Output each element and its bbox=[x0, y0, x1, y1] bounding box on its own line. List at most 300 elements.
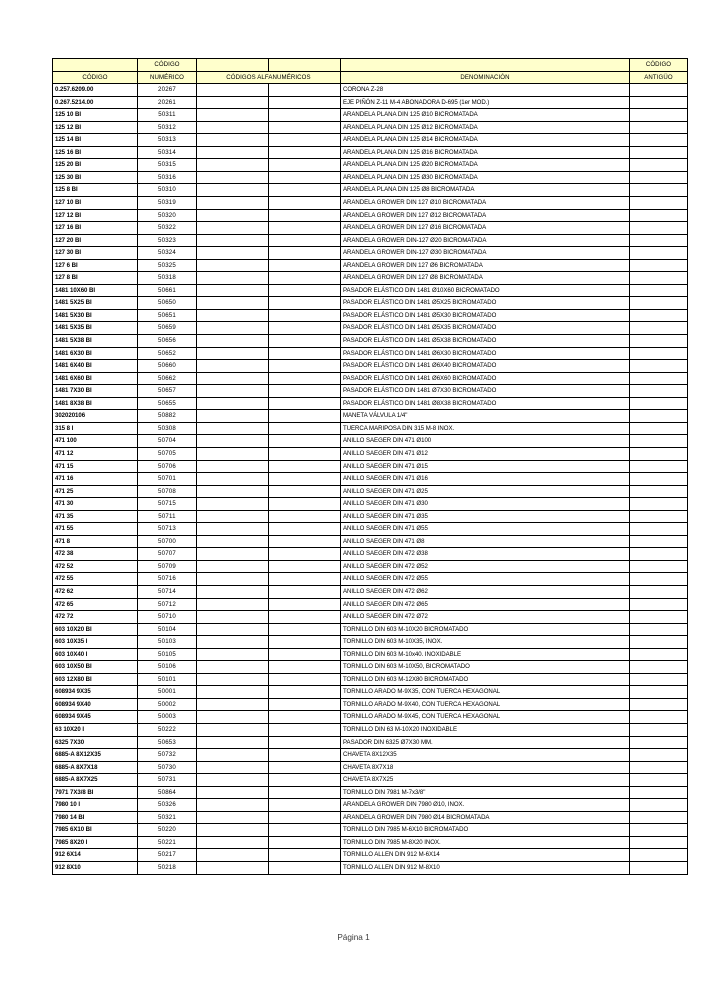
cell-codigo[interactable]: 471 12 bbox=[53, 447, 138, 460]
cell-denominacion[interactable]: TORNILLO ARADO M-9X35, CON TUERCA HEXAGONAL bbox=[341, 686, 630, 699]
cell-codigo-antiguo[interactable] bbox=[630, 749, 688, 762]
cell-alfanumerico-2[interactable] bbox=[269, 611, 341, 624]
cell-alfanumerico-2[interactable] bbox=[269, 636, 341, 649]
cell-denominacion[interactable]: ANILLO SAEGER DIN 471 Ø16 bbox=[341, 473, 630, 486]
cell-denominacion[interactable]: ARANDELA PLANA DIN 125 Ø30 BICROMATADA bbox=[341, 171, 630, 184]
cell-alfanumerico-2[interactable] bbox=[269, 347, 341, 360]
table-row[interactable] bbox=[53, 272, 688, 285]
cell-codigo-numerico[interactable]: 50655 bbox=[138, 397, 197, 410]
cell-alfanumerico-1[interactable] bbox=[197, 159, 269, 172]
cell-alfanumerico-1[interactable] bbox=[197, 598, 269, 611]
cell-codigo-antiguo[interactable] bbox=[630, 347, 688, 360]
cell-alfanumerico-1[interactable] bbox=[197, 611, 269, 624]
cell-codigo[interactable]: 608934 9X45 bbox=[53, 711, 138, 724]
cell-denominacion[interactable]: TORNILLO ALLEN DIN 912 M-8X10 bbox=[341, 862, 630, 875]
cell-codigo-numerico[interactable]: 50221 bbox=[138, 836, 197, 849]
cell-codigo-antiguo[interactable] bbox=[630, 259, 688, 272]
cell-codigo[interactable]: 7985 8X20 I bbox=[53, 836, 138, 849]
cell-alfanumerico-2[interactable] bbox=[269, 171, 341, 184]
cell-codigo[interactable]: 63 10X20 I bbox=[53, 723, 138, 736]
cell-codigo-antiguo[interactable] bbox=[630, 360, 688, 373]
cell-denominacion[interactable]: ARANDELA GROWER DIN 7980 Ø14 BICROMATADA bbox=[341, 811, 630, 824]
cell-alfanumerico-2[interactable] bbox=[269, 146, 341, 159]
cell-alfanumerico-2[interactable] bbox=[269, 272, 341, 285]
cell-codigo-numerico[interactable]: 50732 bbox=[138, 749, 197, 762]
cell-codigo-antiguo[interactable] bbox=[630, 460, 688, 473]
cell-codigo-antiguo[interactable] bbox=[630, 84, 688, 97]
table-row[interactable] bbox=[53, 686, 688, 699]
table-row[interactable] bbox=[53, 774, 688, 787]
cell-codigo[interactable]: 608934 9X35 bbox=[53, 686, 138, 699]
cell-codigo[interactable]: 603 10X40 I bbox=[53, 648, 138, 661]
cell-codigo-numerico[interactable]: 50730 bbox=[138, 761, 197, 774]
cell-codigo[interactable]: 7985 6X10 BI bbox=[53, 824, 138, 837]
cell-denominacion[interactable]: ARANDELA PLANA DIN 125 Ø14 BICROMATADA bbox=[341, 134, 630, 147]
cell-codigo-antiguo[interactable] bbox=[630, 811, 688, 824]
cell-alfanumerico-2[interactable] bbox=[269, 209, 341, 222]
cell-alfanumerico-1[interactable] bbox=[197, 234, 269, 247]
cell-alfanumerico-1[interactable] bbox=[197, 498, 269, 511]
cell-alfanumerico-1[interactable] bbox=[197, 723, 269, 736]
cell-alfanumerico-2[interactable] bbox=[269, 560, 341, 573]
cell-codigo-antiguo[interactable] bbox=[630, 824, 688, 837]
cell-alfanumerico-1[interactable] bbox=[197, 473, 269, 486]
table-row[interactable] bbox=[53, 209, 688, 222]
cell-codigo[interactable]: 0.257.6209.00 bbox=[53, 84, 138, 97]
cell-denominacion[interactable]: ARANDELA GROWER DIN 127 Ø12 BICROMATADA bbox=[341, 209, 630, 222]
cell-alfanumerico-2[interactable] bbox=[269, 824, 341, 837]
cell-alfanumerico-2[interactable] bbox=[269, 811, 341, 824]
cell-alfanumerico-2[interactable] bbox=[269, 159, 341, 172]
cell-codigo[interactable]: 7980 14 BI bbox=[53, 811, 138, 824]
cell-codigo[interactable]: 603 10X20 BI bbox=[53, 623, 138, 636]
cell-codigo[interactable]: 603 12X80 BI bbox=[53, 673, 138, 686]
cell-alfanumerico-1[interactable] bbox=[197, 96, 269, 109]
cell-codigo-numerico[interactable]: 50716 bbox=[138, 573, 197, 586]
cell-alfanumerico-2[interactable] bbox=[269, 573, 341, 586]
cell-denominacion[interactable]: ARANDELA PLANA DIN 125 Ø20 BICROMATADA bbox=[341, 159, 630, 172]
cell-alfanumerico-2[interactable] bbox=[269, 309, 341, 322]
cell-denominacion[interactable]: ANILLO SAEGER DIN 471 Ø12 bbox=[341, 447, 630, 460]
cell-alfanumerico-1[interactable] bbox=[197, 247, 269, 260]
cell-codigo[interactable]: 125 30 BI bbox=[53, 171, 138, 184]
cell-denominacion[interactable]: ANILLO SAEGER DIN 471 Ø100 bbox=[341, 435, 630, 448]
cell-codigo-antiguo[interactable] bbox=[630, 698, 688, 711]
cell-alfanumerico-2[interactable] bbox=[269, 297, 341, 310]
cell-alfanumerico-2[interactable] bbox=[269, 698, 341, 711]
table-row[interactable] bbox=[53, 849, 688, 862]
cell-alfanumerico-1[interactable] bbox=[197, 535, 269, 548]
cell-codigo-numerico[interactable]: 50318 bbox=[138, 272, 197, 285]
cell-codigo-numerico[interactable]: 50001 bbox=[138, 686, 197, 699]
cell-denominacion[interactable]: ARANDELA GROWER DIN 127 Ø16 BICROMATADA bbox=[341, 222, 630, 235]
cell-codigo-antiguo[interactable] bbox=[630, 523, 688, 536]
cell-alfanumerico-1[interactable] bbox=[197, 824, 269, 837]
cell-codigo-antiguo[interactable] bbox=[630, 397, 688, 410]
cell-codigo-antiguo[interactable] bbox=[630, 510, 688, 523]
cell-codigo-antiguo[interactable] bbox=[630, 134, 688, 147]
cell-alfanumerico-2[interactable] bbox=[269, 498, 341, 511]
cell-codigo-antiguo[interactable] bbox=[630, 585, 688, 598]
cell-codigo-numerico[interactable]: 20261 bbox=[138, 96, 197, 109]
cell-codigo-numerico[interactable]: 50323 bbox=[138, 234, 197, 247]
cell-codigo[interactable]: 471 25 bbox=[53, 485, 138, 498]
cell-alfanumerico-1[interactable] bbox=[197, 335, 269, 348]
cell-denominacion[interactable]: PASADOR ELÁSTICO DIN 1481 Ø6X40 BICROMATADO bbox=[341, 360, 630, 373]
cell-codigo-antiguo[interactable] bbox=[630, 648, 688, 661]
cell-alfanumerico-1[interactable] bbox=[197, 322, 269, 335]
table-row[interactable] bbox=[53, 598, 688, 611]
table-row[interactable] bbox=[53, 636, 688, 649]
cell-codigo-numerico[interactable]: 50003 bbox=[138, 711, 197, 724]
cell-alfanumerico-2[interactable] bbox=[269, 284, 341, 297]
cell-alfanumerico-1[interactable] bbox=[197, 548, 269, 561]
cell-codigo-numerico[interactable]: 50661 bbox=[138, 284, 197, 297]
table-row[interactable] bbox=[53, 498, 688, 511]
cell-denominacion[interactable]: TORNILLO ALLEN DIN 912 M-6X14 bbox=[341, 849, 630, 862]
cell-alfanumerico-2[interactable] bbox=[269, 548, 341, 561]
cell-codigo-antiguo[interactable] bbox=[630, 573, 688, 586]
cell-denominacion[interactable]: PASADOR ELÁSTICO DIN 1481 Ø5X35 BICROMATADO bbox=[341, 322, 630, 335]
cell-denominacion[interactable]: CHAVETA 8X12X35 bbox=[341, 749, 630, 762]
cell-denominacion[interactable]: ANILLO SAEGER DIN 471 Ø55 bbox=[341, 523, 630, 536]
cell-codigo-antiguo[interactable] bbox=[630, 849, 688, 862]
cell-codigo[interactable]: 608934 9X40 bbox=[53, 698, 138, 711]
cell-alfanumerico-1[interactable] bbox=[197, 197, 269, 210]
cell-alfanumerico-1[interactable] bbox=[197, 146, 269, 159]
cell-codigo[interactable]: 1481 5X30 BI bbox=[53, 309, 138, 322]
cell-alfanumerico-1[interactable] bbox=[197, 410, 269, 423]
cell-alfanumerico-1[interactable] bbox=[197, 523, 269, 536]
cell-codigo[interactable]: 1481 5X38 BI bbox=[53, 335, 138, 348]
cell-codigo-numerico[interactable]: 50652 bbox=[138, 347, 197, 360]
cell-denominacion[interactable]: ARANDELA PLANA DIN 125 Ø16 BICROMATADA bbox=[341, 146, 630, 159]
cell-denominacion[interactable]: PASADOR ELÁSTICO DIN 1481 Ø8X38 BICROMATADO bbox=[341, 397, 630, 410]
table-row[interactable] bbox=[53, 623, 688, 636]
cell-denominacion[interactable]: ARANDELA GROWER DIN 127 Ø6 BICROMATADA bbox=[341, 259, 630, 272]
cell-alfanumerico-2[interactable] bbox=[269, 460, 341, 473]
cell-alfanumerico-2[interactable] bbox=[269, 259, 341, 272]
cell-codigo-numerico[interactable]: 50708 bbox=[138, 485, 197, 498]
cell-codigo[interactable]: 125 12 BI bbox=[53, 121, 138, 134]
cell-codigo[interactable]: 603 10X50 BI bbox=[53, 661, 138, 674]
cell-codigo-numerico[interactable]: 50705 bbox=[138, 447, 197, 460]
cell-codigo[interactable]: 1481 6X30 BI bbox=[53, 347, 138, 360]
cell-alfanumerico-2[interactable] bbox=[269, 598, 341, 611]
cell-codigo-numerico[interactable]: 50326 bbox=[138, 799, 197, 812]
cell-codigo-antiguo[interactable] bbox=[630, 159, 688, 172]
cell-alfanumerico-1[interactable] bbox=[197, 799, 269, 812]
cell-denominacion[interactable]: TORNILLO DIN 7981 M-7x3/8" bbox=[341, 786, 630, 799]
cell-codigo[interactable]: 471 16 bbox=[53, 473, 138, 486]
cell-alfanumerico-2[interactable] bbox=[269, 473, 341, 486]
cell-codigo-antiguo[interactable] bbox=[630, 422, 688, 435]
cell-codigo-numerico[interactable]: 50657 bbox=[138, 385, 197, 398]
table-row[interactable] bbox=[53, 836, 688, 849]
cell-codigo-numerico[interactable]: 50322 bbox=[138, 222, 197, 235]
cell-denominacion[interactable]: PASADOR ELÁSTICO DIN 1481 Ø7X30 BICROMATADO bbox=[341, 385, 630, 398]
cell-codigo-numerico[interactable]: 50105 bbox=[138, 648, 197, 661]
cell-denominacion[interactable]: ANILLO SAEGER DIN 472 Ø72 bbox=[341, 611, 630, 624]
cell-denominacion[interactable]: TORNILLO DIN 603 M-10X20 BICROMATADO bbox=[341, 623, 630, 636]
cell-alfanumerico-2[interactable] bbox=[269, 535, 341, 548]
cell-codigo-antiguo[interactable] bbox=[630, 774, 688, 787]
cell-alfanumerico-2[interactable] bbox=[269, 96, 341, 109]
table-row[interactable] bbox=[53, 811, 688, 824]
cell-alfanumerico-2[interactable] bbox=[269, 410, 341, 423]
table-row[interactable] bbox=[53, 460, 688, 473]
cell-alfanumerico-2[interactable] bbox=[269, 222, 341, 235]
cell-denominacion[interactable]: TORNILLO DIN 603 M-10X50, BICROMATADO bbox=[341, 661, 630, 674]
cell-codigo[interactable]: 1481 8X38 BI bbox=[53, 397, 138, 410]
cell-alfanumerico-2[interactable] bbox=[269, 247, 341, 260]
cell-denominacion[interactable]: PASADOR ELÁSTICO DIN 1481 Ø5X38 BICROMATADO bbox=[341, 335, 630, 348]
cell-denominacion[interactable]: ANILLO SAEGER DIN 472 Ø52 bbox=[341, 560, 630, 573]
cell-codigo-numerico[interactable]: 20267 bbox=[138, 84, 197, 97]
cell-alfanumerico-1[interactable] bbox=[197, 109, 269, 122]
table-row[interactable] bbox=[53, 247, 688, 260]
cell-alfanumerico-1[interactable] bbox=[197, 573, 269, 586]
table-row[interactable] bbox=[53, 96, 688, 109]
cell-codigo-numerico[interactable]: 50321 bbox=[138, 811, 197, 824]
cell-denominacion[interactable]: TORNILLO DIN 7985 M-8X20 INOX. bbox=[341, 836, 630, 849]
cell-alfanumerico-1[interactable] bbox=[197, 774, 269, 787]
cell-codigo-antiguo[interactable] bbox=[630, 799, 688, 812]
cell-alfanumerico-1[interactable] bbox=[197, 811, 269, 824]
cell-alfanumerico-1[interactable] bbox=[197, 309, 269, 322]
cell-codigo-numerico[interactable]: 50220 bbox=[138, 824, 197, 837]
cell-codigo-numerico[interactable]: 50101 bbox=[138, 673, 197, 686]
cell-codigo-numerico[interactable]: 50650 bbox=[138, 297, 197, 310]
cell-denominacion[interactable]: ANILLO SAEGER DIN 472 Ø62 bbox=[341, 585, 630, 598]
cell-codigo[interactable]: 302020106 bbox=[53, 410, 138, 423]
cell-alfanumerico-1[interactable] bbox=[197, 209, 269, 222]
cell-alfanumerico-1[interactable] bbox=[197, 360, 269, 373]
table-row[interactable] bbox=[53, 159, 688, 172]
cell-alfanumerico-2[interactable] bbox=[269, 372, 341, 385]
cell-alfanumerico-1[interactable] bbox=[197, 862, 269, 875]
table-row[interactable] bbox=[53, 711, 688, 724]
cell-codigo-antiguo[interactable] bbox=[630, 247, 688, 260]
table-row[interactable] bbox=[53, 723, 688, 736]
cell-denominacion[interactable]: ARANDELA GROWER DIN-127 Ø20 BICROMATADA bbox=[341, 234, 630, 247]
cell-alfanumerico-2[interactable] bbox=[269, 134, 341, 147]
cell-alfanumerico-1[interactable] bbox=[197, 686, 269, 699]
cell-denominacion[interactable]: CHAVETA 8X7X25 bbox=[341, 774, 630, 787]
cell-alfanumerico-2[interactable] bbox=[269, 510, 341, 523]
cell-codigo[interactable]: 7980 10 I bbox=[53, 799, 138, 812]
cell-alfanumerico-1[interactable] bbox=[197, 397, 269, 410]
table-row[interactable] bbox=[53, 134, 688, 147]
cell-denominacion[interactable]: PASADOR ELÁSTICO DIN 1481 Ø6X30 BICROMATADO bbox=[341, 347, 630, 360]
cell-codigo-antiguo[interactable] bbox=[630, 723, 688, 736]
table-row[interactable] bbox=[53, 222, 688, 235]
cell-denominacion[interactable]: ARANDELA GROWER DIN 127 Ø8 BICROMATADA bbox=[341, 272, 630, 285]
cell-alfanumerico-2[interactable] bbox=[269, 661, 341, 674]
cell-alfanumerico-2[interactable] bbox=[269, 648, 341, 661]
cell-alfanumerico-1[interactable] bbox=[197, 171, 269, 184]
table-row[interactable] bbox=[53, 184, 688, 197]
cell-codigo[interactable]: 127 12 BI bbox=[53, 209, 138, 222]
table-row[interactable] bbox=[53, 447, 688, 460]
cell-codigo-antiguo[interactable] bbox=[630, 335, 688, 348]
table-row[interactable] bbox=[53, 360, 688, 373]
cell-alfanumerico-2[interactable] bbox=[269, 686, 341, 699]
cell-codigo-numerico[interactable]: 50715 bbox=[138, 498, 197, 511]
cell-denominacion[interactable]: ARANDELA GROWER DIN-127 Ø30 BICROMATADA bbox=[341, 247, 630, 260]
cell-denominacion[interactable]: PASADOR ELÁSTICO DIN 1481 Ø5X25 BICROMATADO bbox=[341, 297, 630, 310]
table-row[interactable] bbox=[53, 548, 688, 561]
cell-denominacion[interactable]: TORNILLO ARADO M-9X45, CON TUERCA HEXAGONAL bbox=[341, 711, 630, 724]
cell-codigo-antiguo[interactable] bbox=[630, 372, 688, 385]
cell-codigo-numerico[interactable]: 50714 bbox=[138, 585, 197, 598]
cell-codigo-antiguo[interactable] bbox=[630, 284, 688, 297]
table-row[interactable] bbox=[53, 585, 688, 598]
cell-alfanumerico-2[interactable] bbox=[269, 197, 341, 210]
cell-codigo[interactable]: 127 30 BI bbox=[53, 247, 138, 260]
cell-codigo-numerico[interactable]: 50731 bbox=[138, 774, 197, 787]
cell-denominacion[interactable]: ANILLO SAEGER DIN 471 Ø30 bbox=[341, 498, 630, 511]
cell-codigo[interactable]: 472 55 bbox=[53, 573, 138, 586]
cell-denominacion[interactable]: ANILLO SAEGER DIN 471 Ø25 bbox=[341, 485, 630, 498]
cell-codigo[interactable]: 7971 7X3/8 BI bbox=[53, 786, 138, 799]
cell-codigo-numerico[interactable]: 50106 bbox=[138, 661, 197, 674]
cell-denominacion[interactable]: MANETA VÁLVULA 1/4" bbox=[341, 410, 630, 423]
cell-alfanumerico-1[interactable] bbox=[197, 836, 269, 849]
cell-codigo-numerico[interactable]: 50314 bbox=[138, 146, 197, 159]
table-row[interactable] bbox=[53, 473, 688, 486]
table-row[interactable] bbox=[53, 573, 688, 586]
cell-codigo-antiguo[interactable] bbox=[630, 96, 688, 109]
cell-alfanumerico-2[interactable] bbox=[269, 836, 341, 849]
cell-codigo-antiguo[interactable] bbox=[630, 761, 688, 774]
cell-codigo[interactable]: 127 8 BI bbox=[53, 272, 138, 285]
cell-denominacion[interactable]: ANILLO SAEGER DIN 471 Ø15 bbox=[341, 460, 630, 473]
cell-alfanumerico-1[interactable] bbox=[197, 761, 269, 774]
table-row[interactable] bbox=[53, 121, 688, 134]
cell-codigo-antiguo[interactable] bbox=[630, 862, 688, 875]
table-row[interactable] bbox=[53, 862, 688, 875]
cell-denominacion[interactable]: ARANDELA GROWER DIN 127 Ø10 BICROMATADA bbox=[341, 197, 630, 210]
cell-codigo-antiguo[interactable] bbox=[630, 197, 688, 210]
cell-codigo[interactable]: 0.267.5214.00 bbox=[53, 96, 138, 109]
cell-codigo-antiguo[interactable] bbox=[630, 485, 688, 498]
cell-denominacion[interactable]: PASADOR ELÁSTICO DIN 1481 Ø10X60 BICROMATADO bbox=[341, 284, 630, 297]
cell-denominacion[interactable]: ANILLO SAEGER DIN 472 Ø38 bbox=[341, 548, 630, 561]
cell-alfanumerico-1[interactable] bbox=[197, 222, 269, 235]
cell-denominacion[interactable]: TORNILLO DIN 603 M-10X35, INOX. bbox=[341, 636, 630, 649]
cell-alfanumerico-2[interactable] bbox=[269, 397, 341, 410]
cell-codigo-numerico[interactable]: 50662 bbox=[138, 372, 197, 385]
cell-codigo[interactable]: 471 35 bbox=[53, 510, 138, 523]
cell-denominacion[interactable]: TORNILLO ARADO M-9X40, CON TUERCA HEXAGONAL bbox=[341, 698, 630, 711]
cell-codigo-antiguo[interactable] bbox=[630, 234, 688, 247]
cell-codigo-numerico[interactable]: 50653 bbox=[138, 736, 197, 749]
cell-codigo-antiguo[interactable] bbox=[630, 736, 688, 749]
table-row[interactable] bbox=[53, 259, 688, 272]
cell-alfanumerico-2[interactable] bbox=[269, 523, 341, 536]
cell-codigo-antiguo[interactable] bbox=[630, 209, 688, 222]
table-row[interactable] bbox=[53, 611, 688, 624]
cell-alfanumerico-2[interactable] bbox=[269, 774, 341, 787]
cell-codigo-numerico[interactable]: 50656 bbox=[138, 335, 197, 348]
cell-alfanumerico-1[interactable] bbox=[197, 560, 269, 573]
table-row[interactable] bbox=[53, 397, 688, 410]
cell-codigo[interactable]: 471 30 bbox=[53, 498, 138, 511]
cell-codigo-numerico[interactable]: 50660 bbox=[138, 360, 197, 373]
cell-codigo-antiguo[interactable] bbox=[630, 447, 688, 460]
table-row[interactable] bbox=[53, 171, 688, 184]
table-row[interactable] bbox=[53, 385, 688, 398]
cell-codigo-antiguo[interactable] bbox=[630, 385, 688, 398]
cell-alfanumerico-1[interactable] bbox=[197, 786, 269, 799]
cell-codigo-antiguo[interactable] bbox=[630, 498, 688, 511]
cell-alfanumerico-1[interactable] bbox=[197, 648, 269, 661]
cell-denominacion[interactable]: ARANDELA PLANA DIN 125 Ø8 BICROMATADA bbox=[341, 184, 630, 197]
cell-codigo[interactable]: 912 6X14 bbox=[53, 849, 138, 862]
cell-codigo-antiguo[interactable] bbox=[630, 535, 688, 548]
cell-codigo[interactable]: 472 38 bbox=[53, 548, 138, 561]
cell-denominacion[interactable]: EJE PIÑÓN Z-11 M-4 ABONADORA D-695 (1er MOD.) bbox=[341, 96, 630, 109]
cell-codigo-numerico[interactable]: 50319 bbox=[138, 197, 197, 210]
cell-codigo-numerico[interactable]: 50713 bbox=[138, 523, 197, 536]
table-row[interactable] bbox=[53, 297, 688, 310]
cell-codigo-antiguo[interactable] bbox=[630, 786, 688, 799]
cell-alfanumerico-2[interactable] bbox=[269, 422, 341, 435]
cell-codigo[interactable]: 6885-A 8X7X18 bbox=[53, 761, 138, 774]
cell-denominacion[interactable]: ARANDELA GROWER DIN 7980 Ø10, INOX. bbox=[341, 799, 630, 812]
table-row[interactable] bbox=[53, 824, 688, 837]
cell-denominacion[interactable]: PASADOR DIN 6325 Ø7X30 MM. bbox=[341, 736, 630, 749]
cell-codigo-antiguo[interactable] bbox=[630, 435, 688, 448]
cell-alfanumerico-1[interactable] bbox=[197, 749, 269, 762]
cell-codigo[interactable]: 471 55 bbox=[53, 523, 138, 536]
cell-codigo[interactable]: 1481 6X60 BI bbox=[53, 372, 138, 385]
table-row[interactable] bbox=[53, 309, 688, 322]
table-row[interactable] bbox=[53, 146, 688, 159]
cell-codigo-numerico[interactable]: 50651 bbox=[138, 309, 197, 322]
cell-codigo-numerico[interactable]: 50701 bbox=[138, 473, 197, 486]
cell-codigo[interactable]: 315 8 I bbox=[53, 422, 138, 435]
cell-alfanumerico-2[interactable] bbox=[269, 849, 341, 862]
cell-denominacion[interactable]: TORNILLO DIN 63 M-10X20 INOXIDABLE bbox=[341, 723, 630, 736]
cell-codigo-numerico[interactable]: 50882 bbox=[138, 410, 197, 423]
cell-codigo[interactable]: 471 100 bbox=[53, 435, 138, 448]
cell-codigo-numerico[interactable]: 50103 bbox=[138, 636, 197, 649]
cell-alfanumerico-1[interactable] bbox=[197, 134, 269, 147]
table-row[interactable] bbox=[53, 84, 688, 97]
cell-codigo-antiguo[interactable] bbox=[630, 711, 688, 724]
cell-codigo[interactable]: 125 16 BI bbox=[53, 146, 138, 159]
cell-codigo-antiguo[interactable] bbox=[630, 673, 688, 686]
cell-alfanumerico-2[interactable] bbox=[269, 121, 341, 134]
cell-alfanumerico-1[interactable] bbox=[197, 372, 269, 385]
cell-codigo[interactable]: 471 8 bbox=[53, 535, 138, 548]
cell-codigo-antiguo[interactable] bbox=[630, 297, 688, 310]
cell-alfanumerico-2[interactable] bbox=[269, 335, 341, 348]
cell-codigo-numerico[interactable]: 50311 bbox=[138, 109, 197, 122]
cell-codigo-numerico[interactable]: 50712 bbox=[138, 598, 197, 611]
cell-alfanumerico-1[interactable] bbox=[197, 272, 269, 285]
cell-codigo[interactable]: 6885-A 8X7X25 bbox=[53, 774, 138, 787]
cell-codigo[interactable]: 125 14 BI bbox=[53, 134, 138, 147]
cell-alfanumerico-2[interactable] bbox=[269, 84, 341, 97]
cell-codigo-antiguo[interactable] bbox=[630, 473, 688, 486]
table-row[interactable] bbox=[53, 799, 688, 812]
cell-alfanumerico-1[interactable] bbox=[197, 184, 269, 197]
cell-alfanumerico-1[interactable] bbox=[197, 661, 269, 674]
cell-alfanumerico-1[interactable] bbox=[197, 510, 269, 523]
